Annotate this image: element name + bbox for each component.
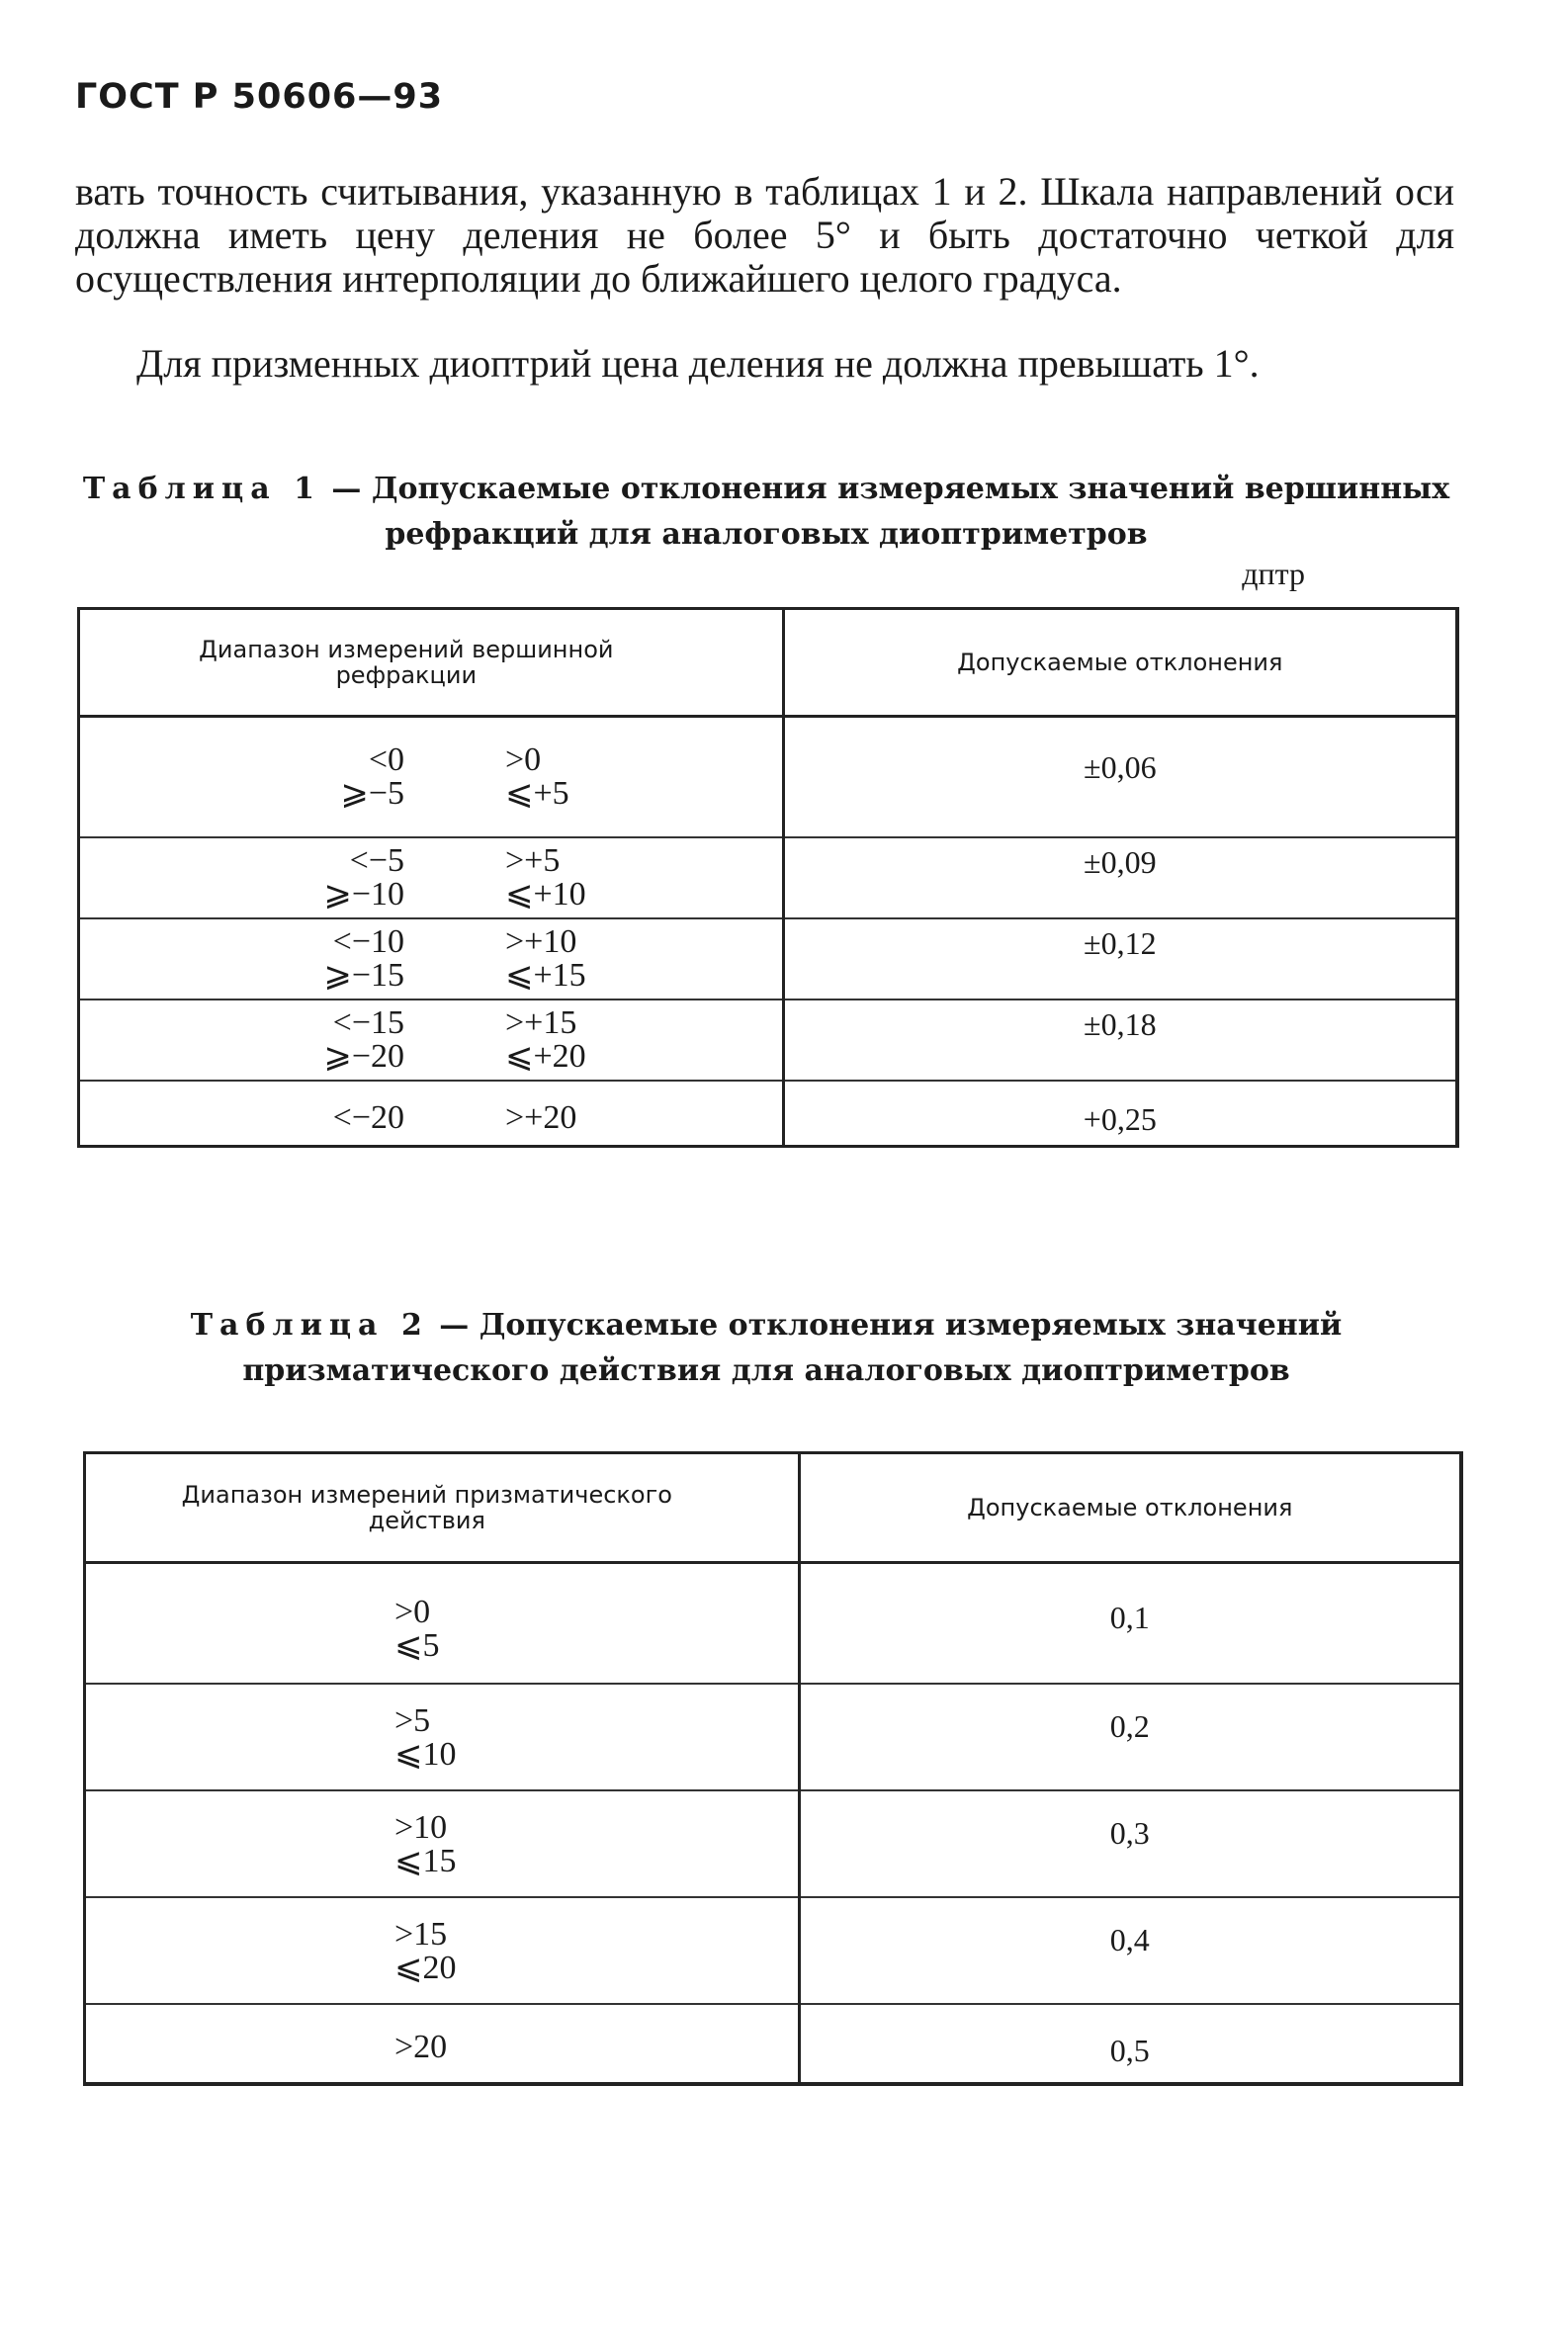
tolerance-value: 0,5 <box>1109 2033 1150 2068</box>
range-neg-b: ⩾−15 <box>323 957 404 994</box>
table-row <box>85 1684 1462 1790</box>
table2-label: Таблица 2 <box>190 1308 429 1343</box>
range-pos-a: >+10 <box>505 923 577 960</box>
table-row <box>79 717 1458 838</box>
table2-caption <box>59 1303 1473 1394</box>
prism-range-b: ⩽20 <box>394 1950 457 1986</box>
range-pos-b: ⩽+10 <box>505 876 586 913</box>
prism-range-a: >10 <box>394 1809 448 1846</box>
table-row <box>85 1897 1462 2004</box>
range-neg-a: <−5 <box>349 842 404 879</box>
prism-range-b: ⩽10 <box>394 1736 457 1773</box>
tolerance-value: ±0,06 <box>1084 749 1157 785</box>
table1-caption <box>59 467 1473 558</box>
table2-title: — Допускаемые отклонения измеряемых значений призматического действия для аналоговых диоптриметров <box>242 1308 1343 1388</box>
range-pos-a: >+15 <box>505 1004 577 1041</box>
range-pos-b: ⩽+5 <box>505 775 569 812</box>
range-pos-a: >+5 <box>505 842 561 879</box>
table-row <box>85 1790 1462 1897</box>
table1-label: Таблица 1 <box>82 472 321 506</box>
table2-header-row <box>85 1453 1462 1563</box>
prism-range-a: >0 <box>394 1594 431 1630</box>
range-neg-b: ⩾−20 <box>323 1038 404 1075</box>
table2-col2-header: Допускаемые отклонения <box>799 1453 1461 1563</box>
prism-range-b: ⩽15 <box>394 1843 457 1879</box>
tolerance-value: 0,2 <box>1109 1708 1150 1744</box>
tolerance-value: ±0,09 <box>1084 844 1157 880</box>
tolerance-value: 0,4 <box>1109 1922 1150 1957</box>
table2-col1-header: Диапазон измерений призматического действия <box>85 1453 800 1563</box>
tolerance-value: ±0,12 <box>1084 925 1157 961</box>
table1 <box>77 607 1459 1148</box>
table-row <box>79 918 1458 1000</box>
tolerance-value: 0,1 <box>1109 1600 1150 1635</box>
range-neg-b: ⩾−10 <box>323 876 404 913</box>
table-row <box>79 837 1458 918</box>
table-row <box>85 1563 1462 1685</box>
tolerance-value: +0,25 <box>1083 1101 1157 1137</box>
table1-unit: дптр <box>1242 556 1305 591</box>
table-row <box>79 1000 1458 1081</box>
paragraph-1: вать точность считывания, указанную в таблицах 1 и 2. Шкала направлений оси должна иметь цену деления не более 5° и быть достаточно четкой для осуществления интерполяции до ближайшего целого градуса. <box>75 169 1454 301</box>
tolerance-value: ±0,18 <box>1084 1006 1157 1042</box>
range-neg-a: <−15 <box>332 1004 404 1041</box>
range-pos-b: ⩽+20 <box>505 1038 586 1075</box>
range-pos-b: ⩽+15 <box>505 957 586 994</box>
table1-title: — Допускаемые отклонения измеряемых значений вершинных рефракций для аналоговых диоптриметров <box>320 472 1450 552</box>
range-neg-a: <−10 <box>332 923 404 960</box>
range-neg-b: ⩾−5 <box>340 775 404 812</box>
table1-col2-header: Допускаемые отклонения <box>783 609 1457 717</box>
table-row <box>85 2004 1462 2084</box>
range-pos-a: >+20 <box>505 1099 577 1136</box>
table-row <box>79 1081 1458 1147</box>
prism-range-a: >15 <box>394 1916 448 1953</box>
tolerance-value: 0,3 <box>1109 1815 1150 1851</box>
table2 <box>83 1451 1463 2086</box>
table1-col1-header: Диапазон измерений вершинной рефракции <box>79 609 784 717</box>
range-pos-a: >0 <box>505 741 542 778</box>
prism-range-a: >20 <box>394 2029 448 2065</box>
table1-header-row <box>79 609 1458 717</box>
prism-range-a: >5 <box>394 1702 431 1739</box>
document-header: ГОСТ Р 50606—93 <box>75 77 444 117</box>
range-neg-a: <0 <box>368 741 404 778</box>
prism-range-b: ⩽5 <box>394 1627 440 1664</box>
range-neg-a: <−20 <box>332 1099 404 1136</box>
paragraph-2: Для призменных диоптрий цена деления не должна превышать 1°. <box>136 341 1260 386</box>
